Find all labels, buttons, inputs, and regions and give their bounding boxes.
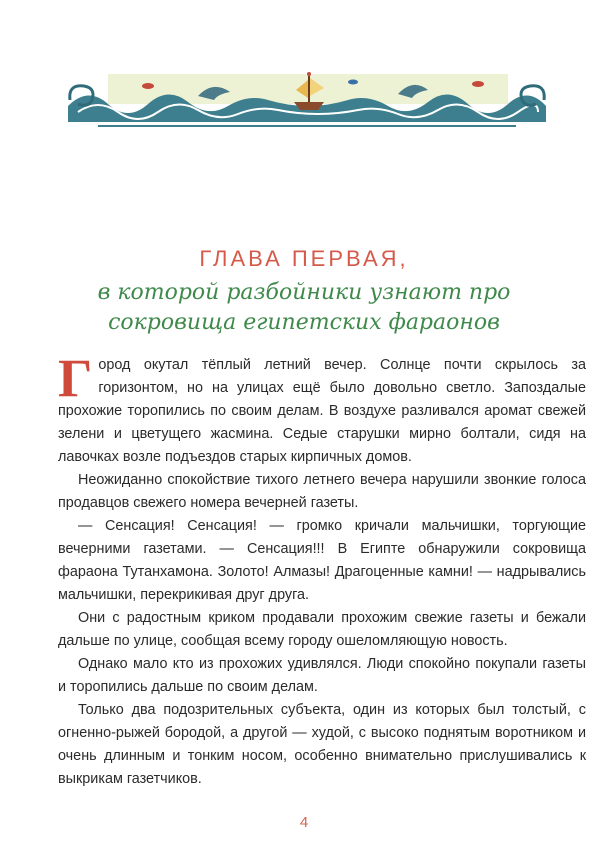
drop-cap-letter: Г (58, 348, 93, 408)
paragraph: Неожиданно спокойствие тихого летнего вечера нарушили звонкие голоса продавцов свежего номера вечерней газеты. (58, 472, 586, 511)
chapter-subtitle: в которой разбойники узнают про сокровища египетских фараонов (97, 280, 511, 335)
paragraph: — Сенсация! Сенсация! — громко кричали мальчишки, торгующие вечерними газетами. — Сенсация!!! В Египте обнаружили сокровища фараона Тутанхамона. Золото! Алмазы! Драгоценные камни! — надрывались мальчишки, перекрикивая друг друга. (58, 518, 586, 603)
paragraph: Только два подозрительных субъекта, один из которых был толстый, с огненно-рыжей бородой, а другой — худой, с высоко поднятым воротником и очень длинным и тонким носом, особенно внимательно прислушивались к выкрикам газетчиков. (58, 702, 586, 787)
paragraph: Они с радостным криком продавали прохожим свежие газеты и бежали дальше по улице, сообщая всему городу ошеломляющую новость. (58, 610, 586, 649)
chapter-text (58, 348, 586, 791)
paragraph (58, 348, 586, 469)
page-number: 4 (299, 814, 309, 831)
paragraph-text: ород окутал тёплый летний вечер. Солнце почти скрылось за горизонтом, но на улицах ещё было довольно светло. Запоздалые прохожие торопились по своим делам. В воздухе разливался аромат свежей зелени и цветущего жасмина. Седые старушки мирно болтали, сидя на лавочках возле подъездов старых кирпичных домов. (58, 357, 586, 465)
paragraph: Однако мало кто из прохожих удивлялся. Люди спокойно покупали газеты и торопились дальше по своим делам. (58, 656, 586, 695)
chapter-heading: ГЛАВА ПЕРВАЯ, (199, 246, 409, 271)
sea-ornament-illustration (68, 66, 546, 130)
